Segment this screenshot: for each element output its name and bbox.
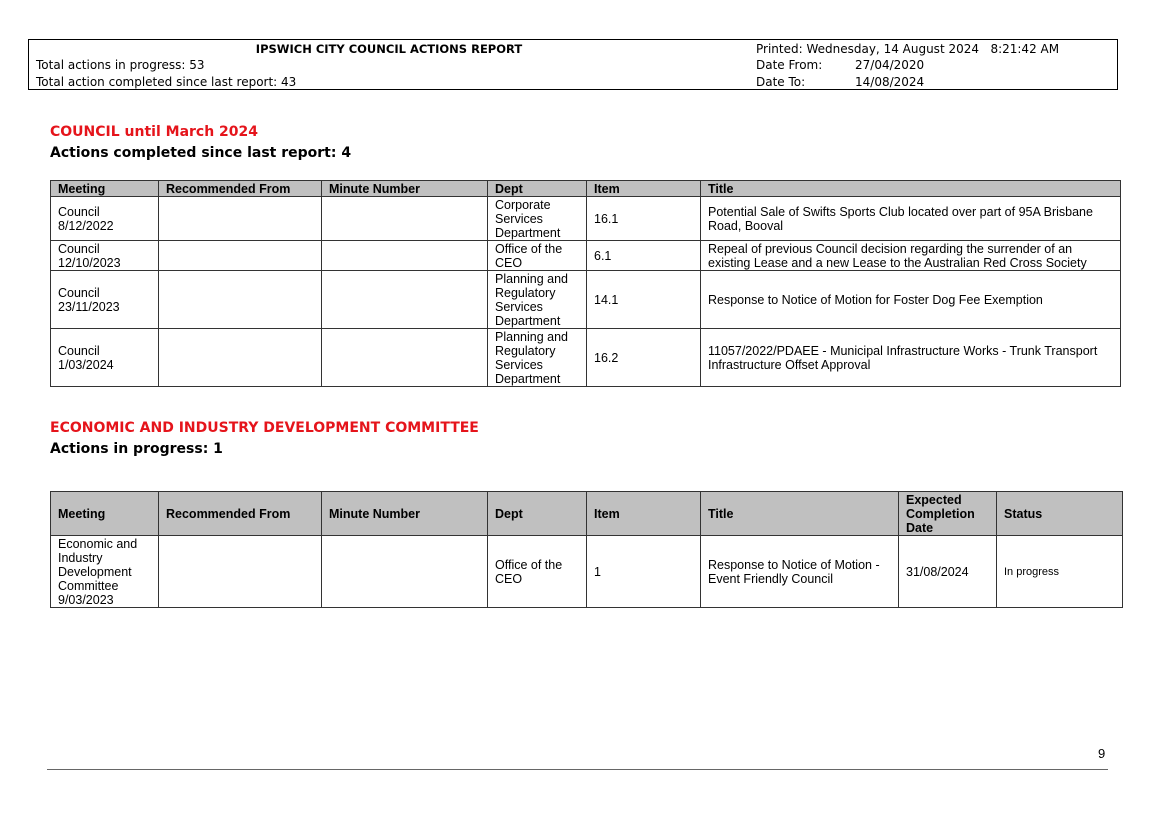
cell-meeting: Council 23/11/2023 — [51, 271, 159, 329]
section2-title: ECONOMIC AND INDUSTRY DEVELOPMENT COMMITTEE — [50, 420, 479, 436]
report-title: IPSWICH CITY COUNCIL ACTIONS REPORT — [255, 42, 523, 56]
page-number: 9 — [1098, 746, 1106, 761]
date-to-value: 14/08/2024 — [855, 75, 925, 89]
cell-minute-number — [322, 536, 488, 608]
report-header — [28, 39, 1118, 90]
cell-minute-number — [322, 197, 488, 241]
date-to-label: Date To: — [756, 75, 806, 89]
date-from-value: 27/04/2020 — [855, 58, 925, 72]
col-header-title: Title — [701, 181, 1121, 197]
cell-recommended-from — [159, 329, 322, 387]
cell-item: 14.1 — [587, 271, 701, 329]
col-header-title: Title — [701, 492, 899, 536]
cell-dept: Office of the CEO — [488, 241, 587, 271]
cell-dept: Corporate Services Department — [488, 197, 587, 241]
cell-dept: Office of the CEO — [488, 536, 587, 608]
col-header-recommended-from: Recommended From — [159, 492, 322, 536]
table-row — [51, 241, 1121, 271]
total-in-progress: Total actions in progress: 53 — [36, 58, 205, 72]
cell-title: 11057/2022/PDAEE - Municipal Infrastructure Works - Trunk Transport Infrastructure Offset Approval — [701, 329, 1121, 387]
cell-meeting: Council 1/03/2024 — [51, 329, 159, 387]
cell-recommended-from — [159, 536, 322, 608]
cell-recommended-from — [159, 271, 322, 329]
table-header-row — [51, 181, 1121, 197]
cell-recommended-from — [159, 241, 322, 271]
table-row — [51, 329, 1121, 387]
footer-divider — [47, 769, 1108, 770]
total-completed: Total action completed since last report: 43 — [36, 75, 297, 89]
cell-item: 16.2 — [587, 329, 701, 387]
col-header-minute-number: Minute Number — [322, 492, 488, 536]
col-header-meeting: Meeting — [51, 492, 159, 536]
section1-title: COUNCIL until March 2024 — [50, 124, 259, 140]
cell-item: 16.1 — [587, 197, 701, 241]
col-header-meeting: Meeting — [51, 181, 159, 197]
table-row — [51, 536, 1123, 608]
date-from-label: Date From: — [756, 58, 823, 72]
col-header-expected-completion-date: Expected Completion Date — [899, 492, 997, 536]
section2-table — [50, 491, 1123, 608]
section2-subtitle: Actions in progress: 1 — [50, 441, 223, 457]
table-row — [51, 271, 1121, 329]
cell-recommended-from — [159, 197, 322, 241]
col-header-minute-number: Minute Number — [322, 181, 488, 197]
cell-item: 6.1 — [587, 241, 701, 271]
cell-meeting: Council 12/10/2023 — [51, 241, 159, 271]
col-header-dept: Dept — [488, 181, 587, 197]
cell-item: 1 — [587, 536, 701, 608]
col-header-status: Status — [997, 492, 1123, 536]
section1-table — [50, 180, 1121, 387]
cell-title: Response to Notice of Motion for Foster Dog Fee Exemption — [701, 271, 1121, 329]
cell-title: Repeal of previous Council decision regarding the surrender of an existing Lease and a new Lease to the Australian Red Cross Society — [701, 241, 1121, 271]
cell-dept: Planning and Regulatory Services Department — [488, 329, 587, 387]
printed-timestamp: Printed: Wednesday, 14 August 2024 8:21:42 AM — [756, 42, 1060, 56]
cell-title: Response to Notice of Motion - Event Friendly Council — [701, 536, 899, 608]
section1-subtitle: Actions completed since last report: 4 — [50, 145, 352, 161]
cell-status: In progress — [997, 536, 1123, 608]
cell-meeting: Economic and Industry Development Committee 9/03/2023 — [51, 536, 159, 608]
cell-dept: Planning and Regulatory Services Department — [488, 271, 587, 329]
cell-minute-number — [322, 329, 488, 387]
cell-meeting: Council 8/12/2022 — [51, 197, 159, 241]
col-header-item: Item — [587, 492, 701, 536]
col-header-dept: Dept — [488, 492, 587, 536]
col-header-item: Item — [587, 181, 701, 197]
col-header-recommended-from: Recommended From — [159, 181, 322, 197]
cell-minute-number — [322, 271, 488, 329]
cell-minute-number — [322, 241, 488, 271]
table-header-row — [51, 492, 1123, 536]
cell-expected-completion: 31/08/2024 — [899, 536, 997, 608]
table-row — [51, 197, 1121, 241]
cell-title: Potential Sale of Swifts Sports Club located over part of 95A Brisbane Road, Booval — [701, 197, 1121, 241]
